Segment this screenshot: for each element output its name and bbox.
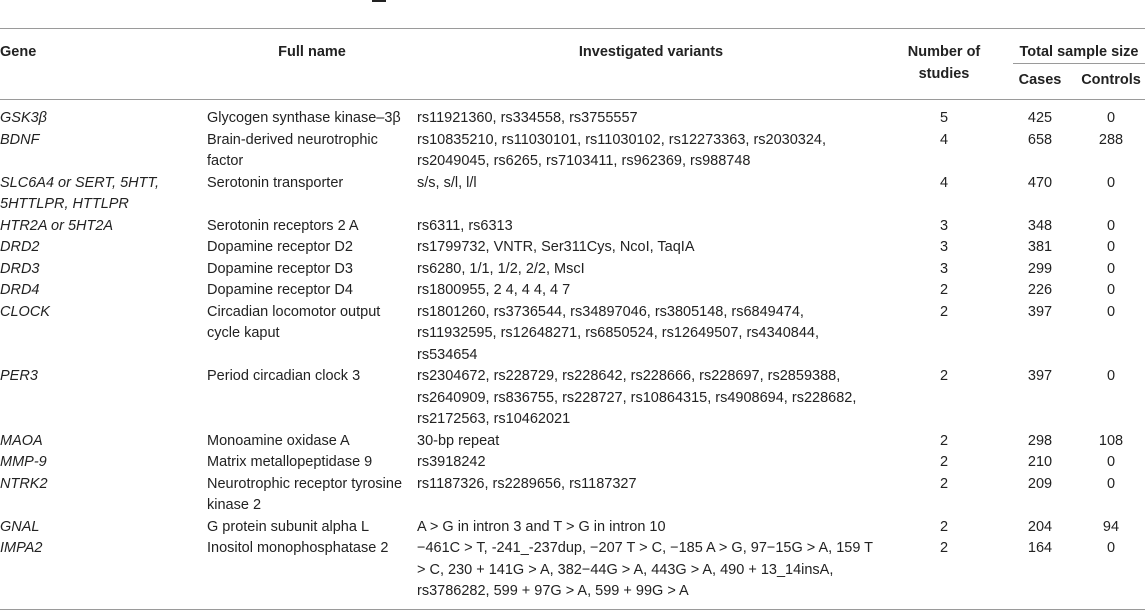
variants-cell: −461C > T, -241_-237dup, −207 T > C, −185 A > G, 97−15G > A, 159 T > C, 230 + 141G > A, 382−44G > A, 443G > A, 490 + 13_14insA, rs3786282, 599 + 97G > A, 599 + 99G > A [417, 540, 873, 599]
table-row [0, 431, 1145, 453]
controls-cell: 0 [1106, 454, 1116, 470]
studies-cell: 2 [939, 432, 949, 449]
variants-cell: 30-bp repeat [417, 432, 500, 449]
caption-underline-mark [372, 0, 386, 2]
full-name-cell: Inositol monophosphatase 2 [207, 540, 389, 556]
cases-cell: 470 [1027, 174, 1053, 191]
variants-cell: rs1799732, VNTR, Ser311Cys, NcoI, TaqIA [417, 239, 695, 255]
cases-cell: 210 [1027, 454, 1053, 470]
table-row [0, 538, 1145, 609]
studies-cell: 2 [939, 475, 949, 492]
studies-cell: 3 [939, 217, 949, 234]
table-row [0, 259, 1145, 281]
controls-cell: 0 [1106, 260, 1116, 277]
table-row [0, 130, 1145, 173]
cases-cell: 298 [1027, 432, 1053, 449]
studies-cell: 2 [939, 454, 949, 470]
gene-cell: GSK3β [0, 110, 47, 126]
variants-cell: s/s, s/l, l/l [417, 174, 477, 191]
variants-cell: rs1801260, rs3736544, rs34897046, rs3805148, rs6849474, rs11932595, rs12648271, rs6850524, rs12649507, rs4340844, rs534654 [417, 303, 820, 363]
full-name-cell: Brain-derived neurotrophic factor [207, 131, 378, 169]
variants-cell: rs1800955, 2 4, 4 4, 4 7 [417, 282, 571, 298]
gene-cell: HTR2A or 5HT2A [0, 217, 114, 234]
table-row [0, 452, 1145, 474]
header-total-sample-size-label: Total sample size [1013, 41, 1145, 64]
cases-cell: 299 [1027, 260, 1053, 277]
full-name-cell: Dopamine receptor D2 [207, 239, 353, 255]
full-name-cell: Matrix metallopeptidase 9 [207, 454, 373, 470]
table-row [0, 517, 1145, 539]
variants-cell: rs6311, rs6313 [417, 217, 513, 234]
cases-cell: 204 [1027, 518, 1053, 535]
cases-cell: 348 [1027, 217, 1053, 234]
controls-cell: 94 [1102, 518, 1120, 535]
header-number-of-studies: Number of studies [907, 44, 981, 82]
gene-cell: DRD4 [0, 282, 40, 298]
gene-cell: PER3 [0, 368, 38, 384]
table-row [0, 237, 1145, 259]
full-name-cell: Serotonin transporter [207, 174, 344, 191]
gene-cell: CLOCK [0, 303, 50, 320]
cases-cell: 425 [1027, 110, 1053, 126]
table-row [0, 474, 1145, 517]
table-body [0, 100, 1145, 610]
controls-cell: 0 [1106, 368, 1116, 384]
header-gene: Gene [0, 44, 37, 60]
variants-cell: rs1187326, rs2289656, rs1187327 [417, 475, 637, 492]
controls-cell: 0 [1106, 217, 1116, 234]
variants-cell: rs6280, 1/1, 1/2, 2/2, MscI [417, 260, 585, 277]
table-row [0, 366, 1145, 431]
studies-cell: 5 [939, 110, 949, 126]
table-row [0, 216, 1145, 238]
variants-cell: A > G in intron 3 and T > G in intron 10 [417, 518, 666, 535]
header-controls: Controls [1081, 72, 1141, 88]
studies-cell: 3 [939, 239, 949, 255]
header-total-sample-size [1003, 29, 1145, 66]
studies-cell: 2 [939, 518, 949, 535]
full-name-cell: Serotonin receptors 2 A [207, 217, 359, 234]
controls-cell: 0 [1106, 239, 1116, 255]
full-name-cell: Circadian locomotor output cycle kaput [207, 303, 381, 341]
variants-cell: rs3918242 [417, 454, 486, 470]
cases-cell: 397 [1027, 303, 1053, 320]
studies-cell: 4 [939, 131, 949, 148]
studies-cell: 2 [939, 540, 949, 556]
controls-cell: 108 [1098, 432, 1124, 449]
studies-cell: 3 [939, 260, 949, 277]
header-investigated-variants: Investigated variants [578, 44, 724, 60]
full-name-cell: Monoamine oxidase A [207, 432, 350, 449]
gene-cell: NTRK2 [0, 475, 48, 492]
controls-cell: 0 [1106, 303, 1116, 320]
studies-cell: 2 [939, 368, 949, 384]
gene-cell: MMP-9 [0, 454, 47, 470]
gene-cell: BDNF [0, 131, 40, 148]
cases-cell: 658 [1027, 131, 1053, 148]
cases-cell: 164 [1027, 540, 1053, 556]
full-name-cell: Neurotrophic receptor tyrosine kinase 2 [207, 475, 403, 513]
cases-cell: 209 [1027, 475, 1053, 492]
table-row [0, 280, 1145, 302]
cases-cell: 226 [1027, 282, 1053, 298]
gene-cell: DRD2 [0, 239, 40, 255]
full-name-cell: Glycogen synthase kinase–3β [207, 110, 401, 126]
studies-cell: 2 [939, 303, 949, 320]
gene-cell: GNAL [0, 518, 40, 535]
gene-variants-table [0, 28, 1145, 610]
studies-cell: 2 [939, 282, 949, 298]
gene-cell: MAOA [0, 432, 43, 449]
cases-cell: 397 [1027, 368, 1053, 384]
variants-cell: rs2304672, rs228729, rs228642, rs228666, rs228697, rs2859388, rs2640909, rs836755, rs228727, rs10864315, rs4908694, rs228682, rs2172563, rs10462021 [417, 368, 857, 427]
header-full-name: Full name [278, 44, 346, 60]
cases-cell: 381 [1027, 239, 1053, 255]
controls-cell: 0 [1106, 540, 1116, 556]
variants-cell: rs11921360, rs334558, rs3755557 [417, 110, 638, 126]
gene-cell: SLC6A4 or SERT, 5HTT, 5HTTLPR, HTTLPR [0, 174, 160, 212]
full-name-cell: G protein subunit alpha L [207, 518, 370, 535]
controls-cell: 0 [1106, 475, 1116, 492]
gene-cell: DRD3 [0, 260, 40, 277]
variants-cell: rs10835210, rs11030101, rs11030102, rs12273363, rs2030324, rs2049045, rs6265, rs7103411, rs962369, rs988748 [417, 131, 827, 169]
table-row [0, 302, 1145, 367]
full-name-cell: Period circadian clock 3 [207, 368, 361, 384]
header-cases: Cases [1018, 72, 1062, 88]
full-name-cell: Dopamine receptor D4 [207, 282, 353, 298]
controls-cell: 0 [1106, 282, 1116, 298]
controls-cell: 0 [1106, 110, 1116, 126]
controls-cell: 0 [1106, 174, 1116, 191]
controls-cell: 288 [1098, 131, 1124, 148]
table-row [0, 173, 1145, 216]
table-row [0, 100, 1145, 130]
full-name-cell: Dopamine receptor D3 [207, 260, 353, 277]
gene-cell: IMPA2 [0, 540, 43, 556]
studies-cell: 4 [939, 174, 949, 191]
